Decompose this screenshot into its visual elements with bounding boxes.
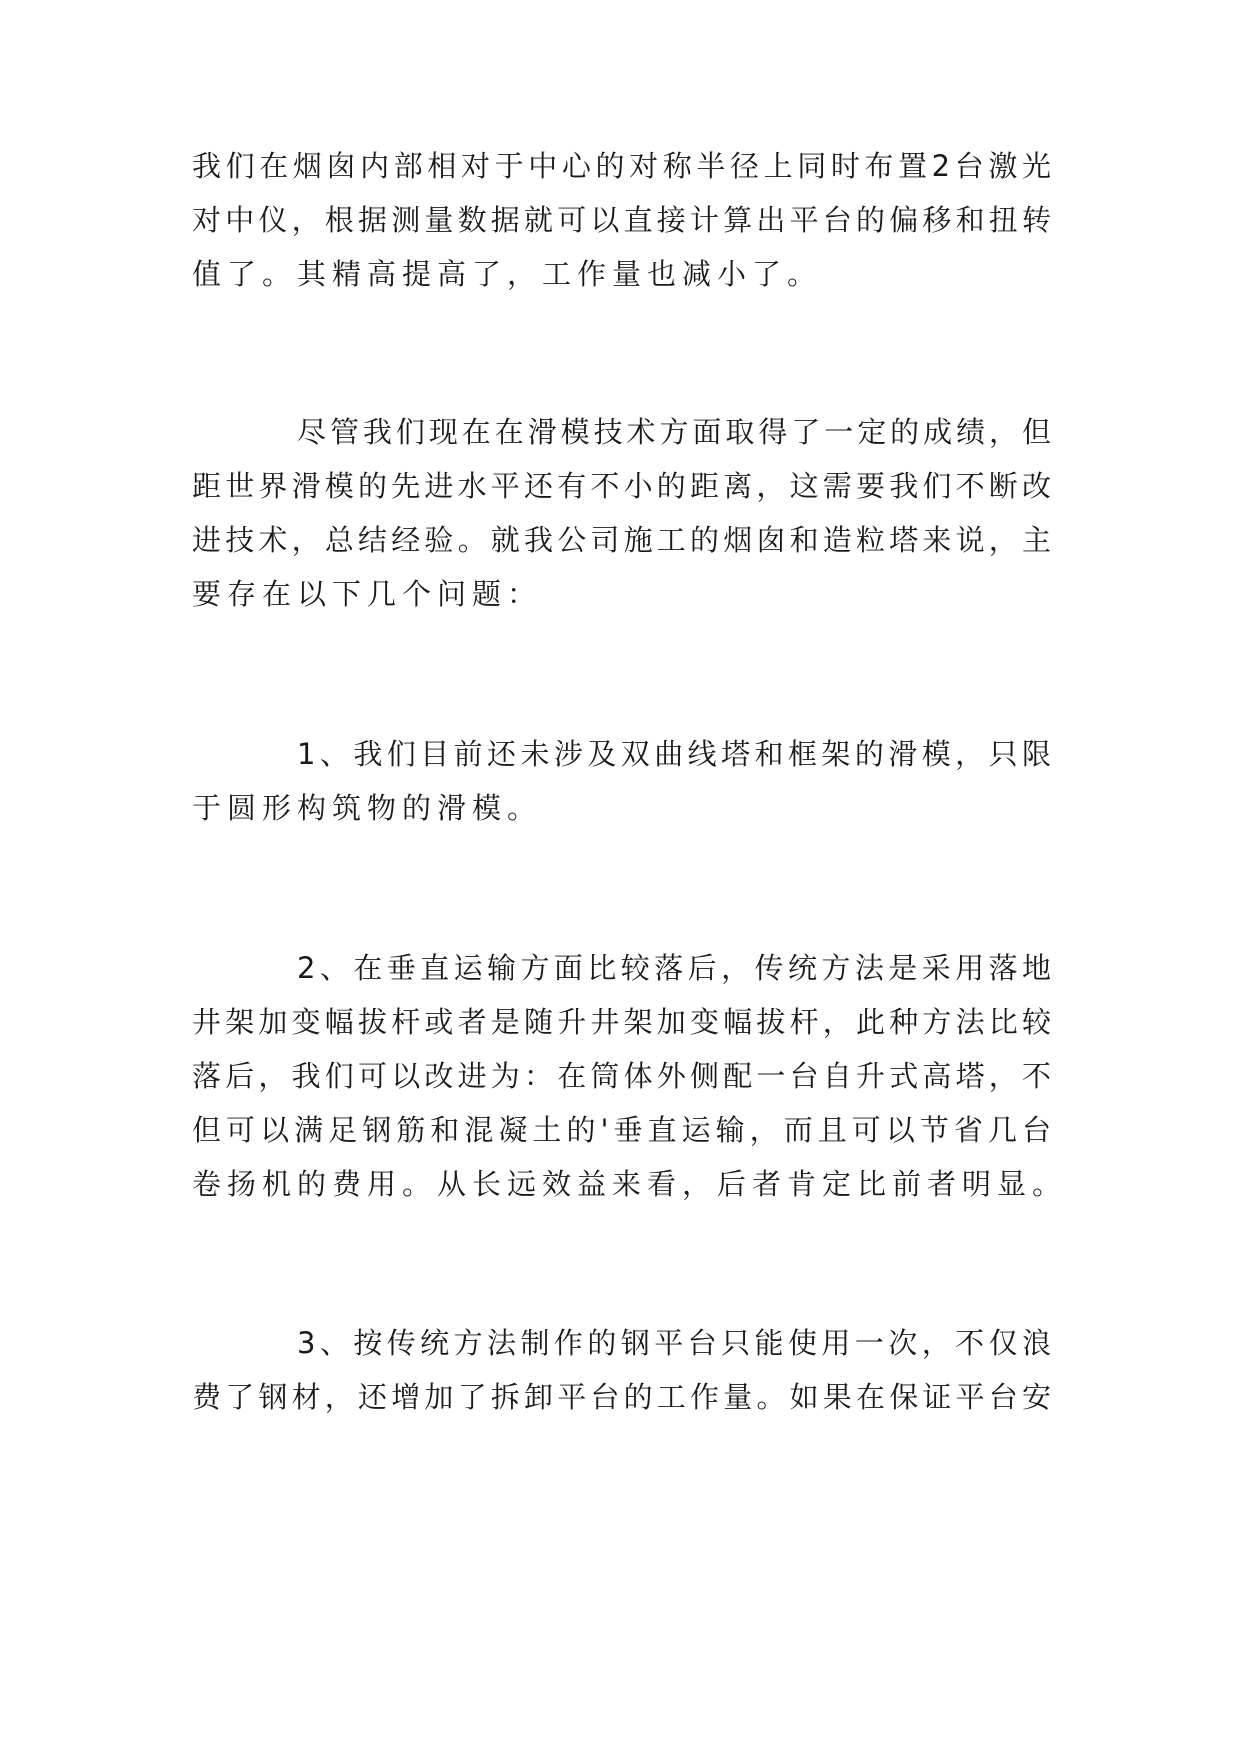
- text-line: 卷扬机的费用。从长远效益来看，后者肯定比前者明显。: [192, 1167, 1068, 1201]
- text-line: 费了钢材，还增加了拆卸平台的工作量。如果在保证平台安: [192, 1380, 1052, 1414]
- text-line: 于圆形构筑物的滑模。: [192, 791, 543, 825]
- text-line: 井架加变幅拔杆或者是随升井架加变幅拔杆，此种方法比较: [192, 1005, 1052, 1039]
- text-line: 落后，我们可以改进为：在筒体外侧配一台自升式高塔，不: [192, 1059, 1052, 1093]
- text-line: 2、在垂直运输方面比较落后，传统方法是采用落地: [297, 951, 1052, 985]
- text-line: 值了。其精高提高了，工作量也减小了。: [192, 257, 823, 291]
- text-line: 3、按传统方法制作的钢平台只能使用一次，不仅浪: [297, 1326, 1052, 1360]
- text-line: 对中仪，根据测量数据就可以直接计算出平台的偏移和扭转: [192, 203, 1052, 237]
- text-line: 尽管我们现在在滑模技术方面取得了一定的成绩，但: [297, 415, 1052, 449]
- text-line: 1、我们目前还未涉及双曲线塔和框架的滑模，只限: [297, 737, 1052, 771]
- text-line: 但可以满足钢筋和混凝土的'垂直运输，而且可以节省几台: [192, 1113, 1052, 1147]
- text-line: 要存在以下几个问题：: [192, 577, 543, 611]
- text-line: 我们在烟囱内部相对于中心的对称半径上同时布置2台激光: [192, 149, 1052, 183]
- text-line: 进技术，总结经验。就我公司施工的烟囱和造粒塔来说，主: [192, 523, 1052, 557]
- text-line: 距世界滑模的先进水平还有不小的距离，这需要我们不断改: [192, 469, 1052, 503]
